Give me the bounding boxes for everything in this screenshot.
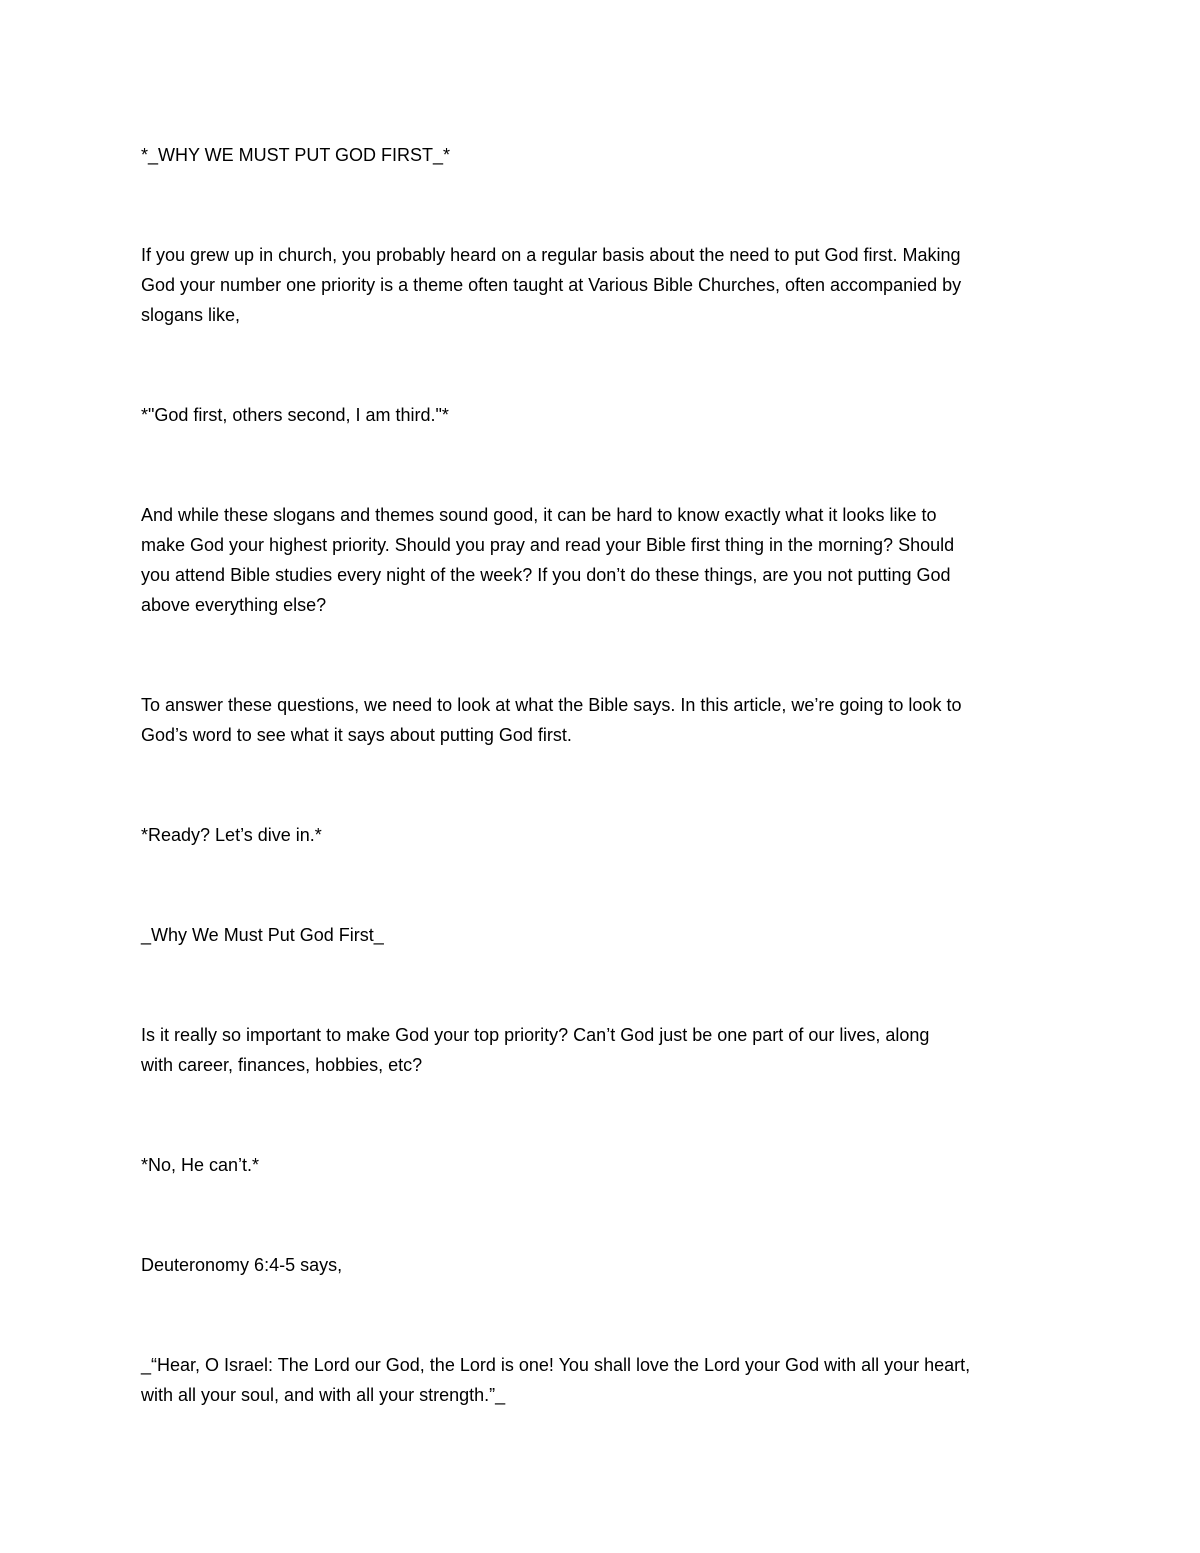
- slogan-line: *"God first, others second, I am third."*: [141, 405, 449, 425]
- questions-line: above everything else?: [141, 595, 327, 615]
- priority-line: Is it really so important to make God your top priority? Can’t God just be one part of our lives, along: [141, 1025, 930, 1045]
- slogan-paragraph: [141, 400, 1061, 430]
- intro-line: slogans like,: [141, 305, 241, 325]
- section-subheading: [141, 920, 1061, 950]
- priority-line: with career, finances, hobbies, etc?: [141, 1055, 423, 1075]
- answer-line: To answer these questions, we need to look at what the Bible says. In this article, we’re going to look to: [141, 695, 962, 715]
- intro-line: If you grew up in church, you probably heard on a regular basis about the need to put God first. Making: [141, 245, 961, 265]
- questions-line: And while these slogans and themes sound good, it can be hard to know exactly what it looks like to: [141, 505, 937, 525]
- answer-paragraph: [141, 690, 1061, 750]
- ready-line: *Ready? Let’s dive in.*: [141, 825, 322, 845]
- no-line: *No, He can’t.*: [141, 1155, 260, 1175]
- scripture-quote: [141, 1350, 1061, 1410]
- document-title: [141, 140, 1061, 170]
- title-line: *_WHY WE MUST PUT GOD FIRST_*: [141, 145, 451, 165]
- questions-paragraph: [141, 500, 1061, 620]
- quote-line: _“Hear, O Israel: The Lord our God, the Lord is one! You shall love the Lord your God with all your heart,: [141, 1355, 971, 1375]
- quote-line: with all your soul, and with all your strength.”_: [141, 1385, 506, 1405]
- ready-paragraph: [141, 820, 1061, 850]
- questions-line: you attend Bible studies every night of the week? If you don’t do these things, are you not putting God: [141, 565, 951, 585]
- priority-paragraph: [141, 1020, 1061, 1080]
- questions-line: make God your highest priority. Should you pray and read your Bible first thing in the morning? Should: [141, 535, 955, 555]
- intro-paragraph: [141, 240, 1061, 330]
- deuteronomy-paragraph: [141, 1250, 1061, 1280]
- answer-line: God’s word to see what it says about putting God first.: [141, 725, 572, 745]
- subheading-line: _Why We Must Put God First_: [141, 925, 384, 945]
- deuteronomy-line: Deuteronomy 6:4-5 says,: [141, 1255, 343, 1275]
- no-paragraph: [141, 1150, 1061, 1180]
- intro-line: God your number one priority is a theme often taught at Various Bible Churches, often accompanied by: [141, 275, 962, 295]
